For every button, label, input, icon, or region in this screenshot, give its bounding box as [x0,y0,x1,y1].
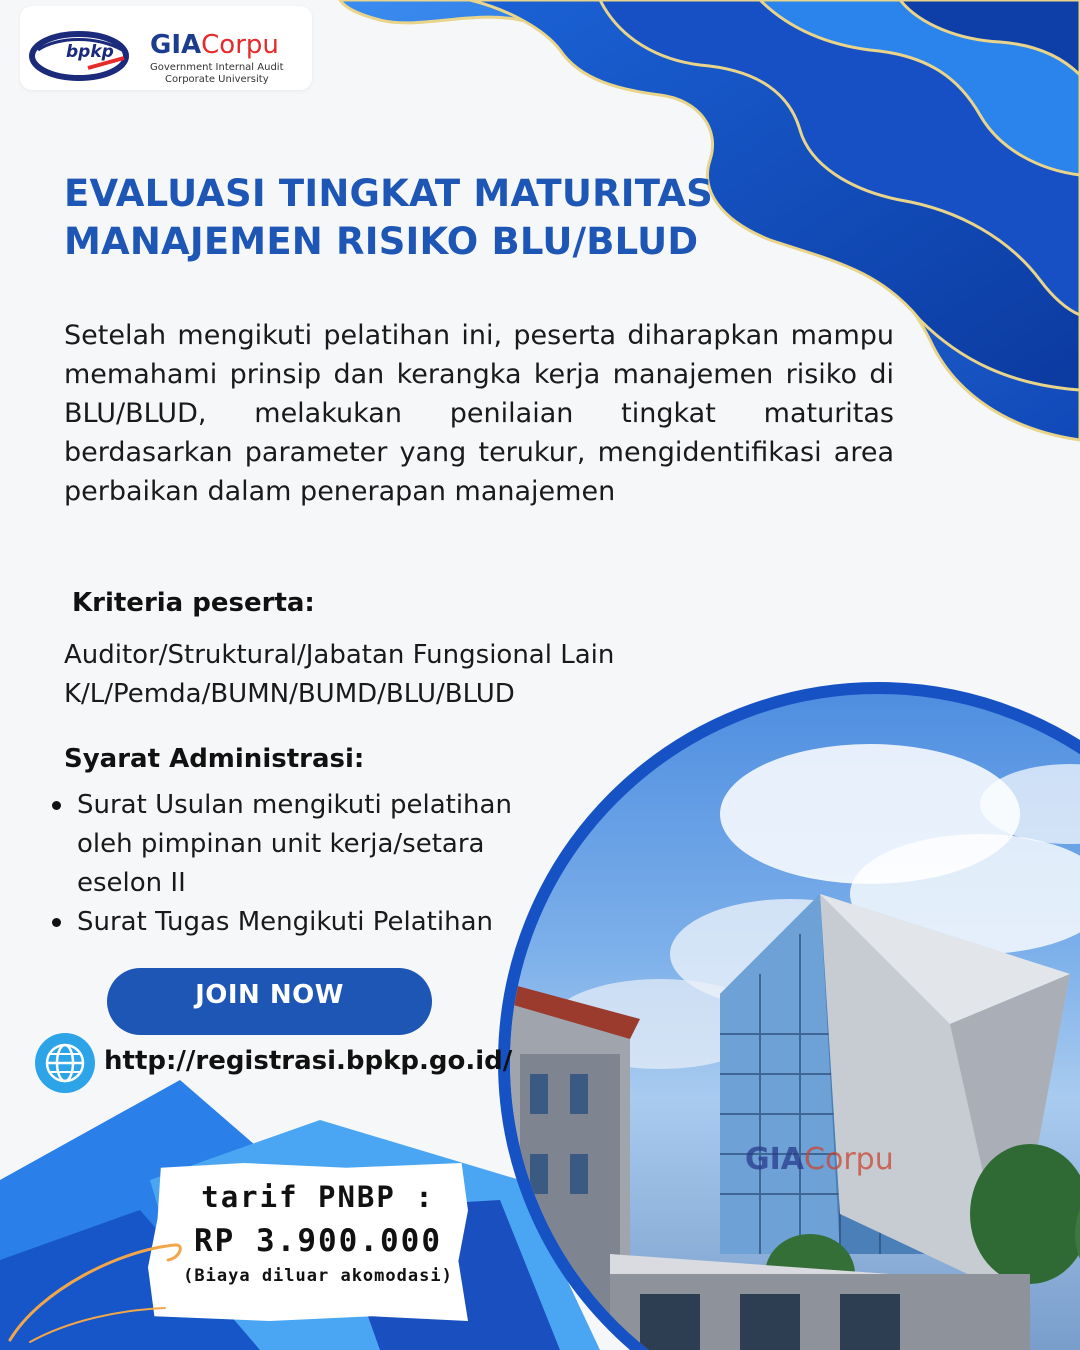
globe-icon [34,1032,96,1094]
price-note: (Biaya diluar akomodasi) [183,1266,453,1286]
gia-logo-primary: GIA [150,30,202,60]
decorative-swirl [0,1230,200,1350]
header-logo-card [20,6,312,90]
requirement-text-2: Surat Tugas Mengikuti Pelatihan [77,907,493,937]
criteria-line-2: K/L/Pemda/BUMN/BUMD/BLU/BLUD [64,679,515,709]
building-photo-illustration [510,694,1080,1350]
gia-subtitle-1: Government Internal Audit [150,62,284,73]
intro-paragraph: Setelah mengikuti pelatihan ini, peserta diharapkan mampu memahami prinsip dan kerangka kerja manajemen risiko di BLU/BLUD, melakukan penilaian tingkat maturitas berdasarkan parameter yang terukur, mengidentifikasi area perbaikan dalam penerapan manajemen [64,320,894,507]
bullet-dot-icon [52,918,61,927]
building-photo [498,682,1080,1350]
title-line-2: MANAJEMEN RISIKO BLU/BLUD [64,220,699,263]
gia-subtitle-2: Corporate University [165,74,269,85]
photo-watermark-logo [745,1142,894,1177]
join-now-label: JOIN NOW [195,980,344,1010]
title-line-1: EVALUASI TINGKAT MATURITAS [64,172,713,215]
requirements-list [52,786,532,942]
page-title [64,170,784,266]
registration-url-link[interactable]: http://registrasi.bpkp.go.id/ [104,1046,513,1076]
price-amount: RP 3.900.000 [194,1223,442,1259]
requirement-text-1: Surat Usulan mengikuti pelatihan oleh pimpinan unit kerja/setara eselon II [77,790,512,898]
bullet-dot-icon [52,801,61,810]
watermark-secondary: Corpu [804,1142,894,1177]
gia-logo-secondary: Corpu [201,30,279,60]
price-label: tarif PNBP : [201,1180,435,1214]
criteria-heading: Kriteria peserta: [72,588,315,618]
watermark-primary: GIA [745,1142,805,1177]
bpkp-logo-text: bpkp [66,42,114,62]
criteria-line-1: Auditor/Struktural/Jabatan Fungsional Lain [64,640,615,670]
list-item [52,903,532,942]
admin-heading: Syarat Administrasi: [64,744,365,774]
list-item [52,786,532,903]
gia-corpu-logo [150,30,279,60]
join-now-button[interactable] [107,968,432,1035]
